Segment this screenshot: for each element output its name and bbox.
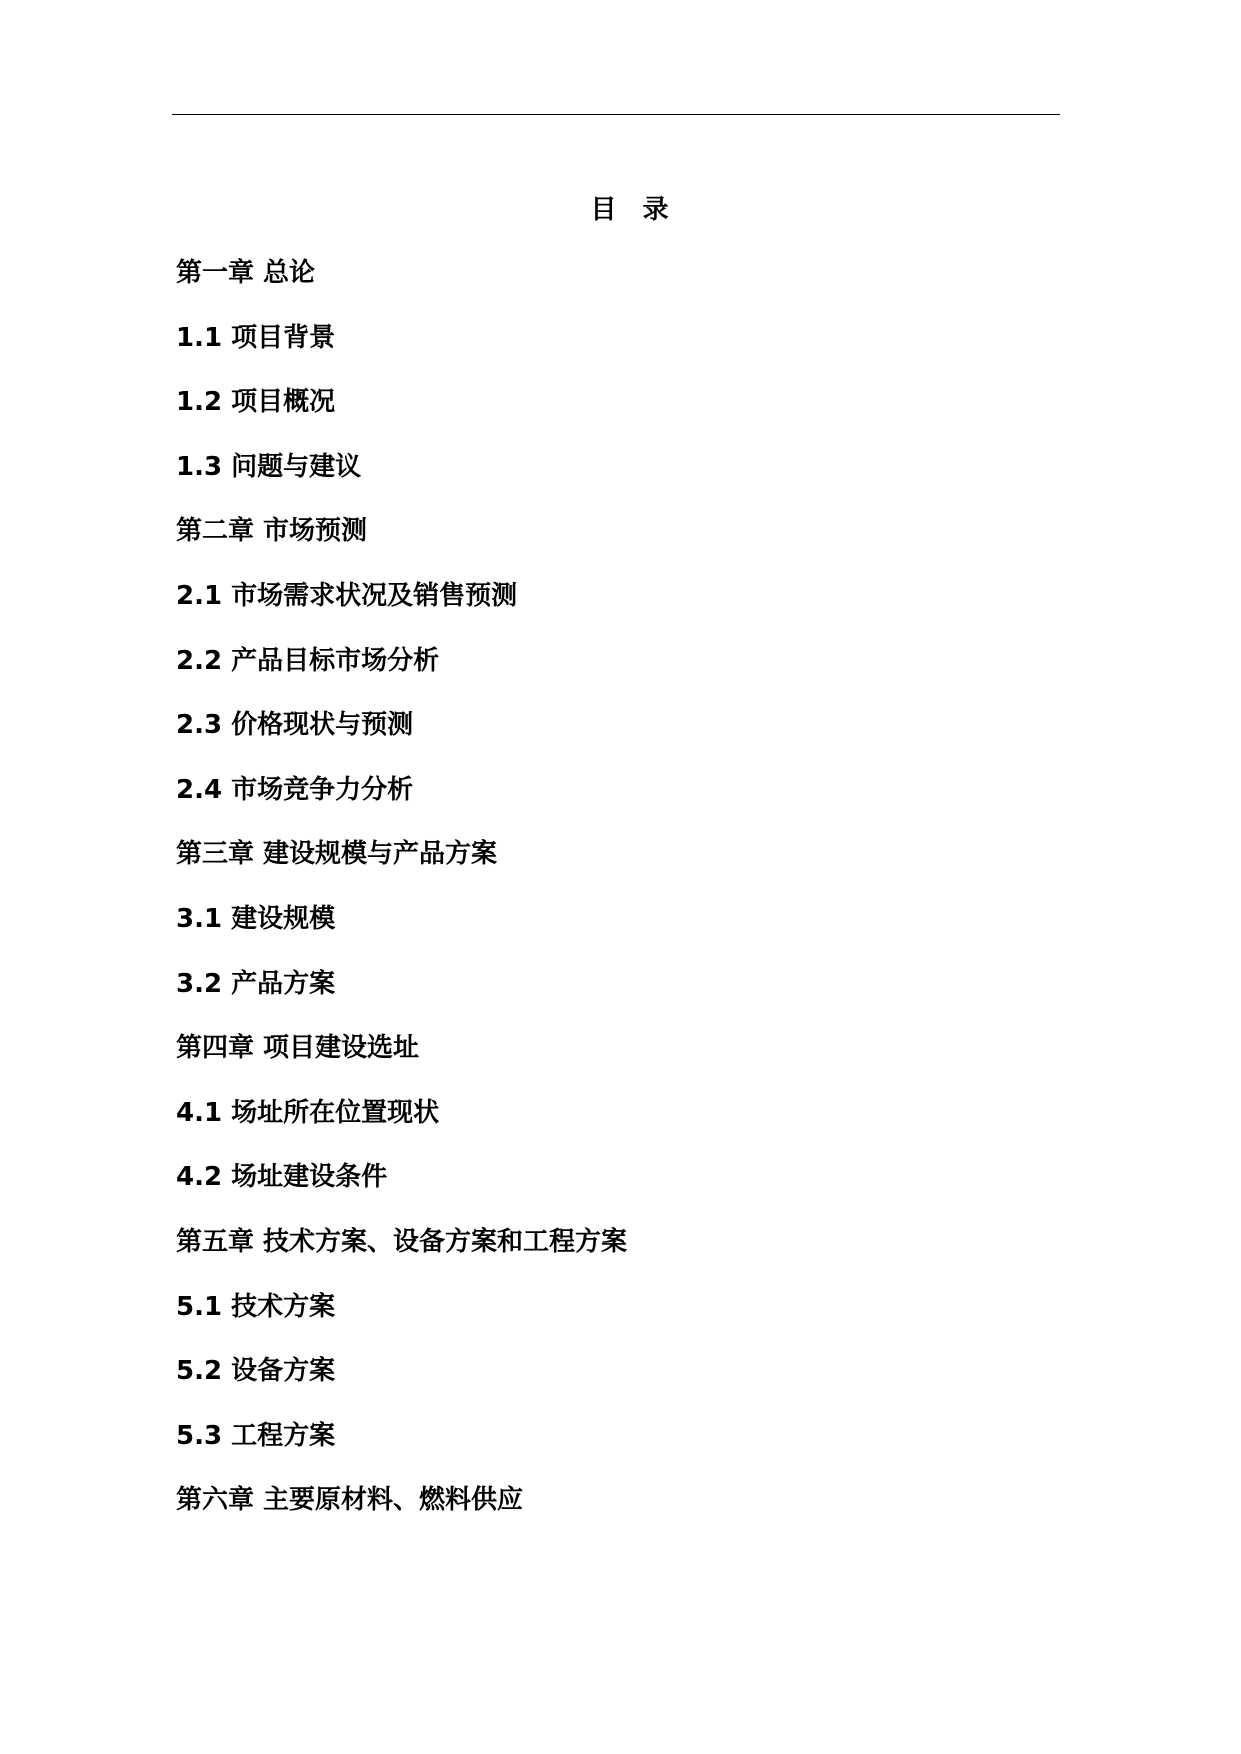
toc-entry-chapter-4: 第四章 项目建设选址 xyxy=(176,1033,420,1064)
toc-entry-3-1: 3.1 建设规模 xyxy=(176,903,336,934)
toc-entry-5-2: 5.2 设备方案 xyxy=(176,1356,336,1387)
toc-entry-1-2: 1.2 项目概况 xyxy=(176,387,336,418)
toc-entry-1-1: 1.1 项目背景 xyxy=(176,322,336,353)
toc-entry-2-3: 2.3 价格现状与预测 xyxy=(176,710,414,741)
toc-entry-4-2: 4.2 场址建设条件 xyxy=(176,1162,388,1193)
toc-entry-5-3: 5.3 工程方案 xyxy=(176,1420,336,1451)
toc-title xyxy=(0,190,1241,230)
table-of-contents xyxy=(176,252,1060,1544)
toc-entry-3-2: 3.2 产品方案 xyxy=(176,968,336,999)
toc-entry-1-3: 1.3 问题与建议 xyxy=(176,451,362,482)
toc-entry-chapter-3: 第三章 建设规模与产品方案 xyxy=(176,839,498,870)
toc-title-text: 目 录 xyxy=(590,195,669,225)
toc-entry-2-4: 2.4 市场竞争力分析 xyxy=(176,774,414,805)
toc-entry-chapter-6: 第六章 主要原材料、燃料供应 xyxy=(176,1485,524,1516)
toc-entry-chapter-1: 第一章 总论 xyxy=(176,258,316,288)
toc-entry-5-1: 5.1 技术方案 xyxy=(176,1291,336,1322)
toc-entry-2-2: 2.2 产品目标市场分析 xyxy=(176,645,440,676)
header-rule xyxy=(172,114,1060,115)
toc-entry-4-1: 4.1 场址所在位置现状 xyxy=(176,1097,440,1128)
toc-entry-chapter-2: 第二章 市场预测 xyxy=(176,516,368,547)
toc-entry-chapter-5: 第五章 技术方案、设备方案和工程方案 xyxy=(176,1226,628,1257)
toc-entry-2-1: 2.1 市场需求状况及销售预测 xyxy=(176,580,518,611)
